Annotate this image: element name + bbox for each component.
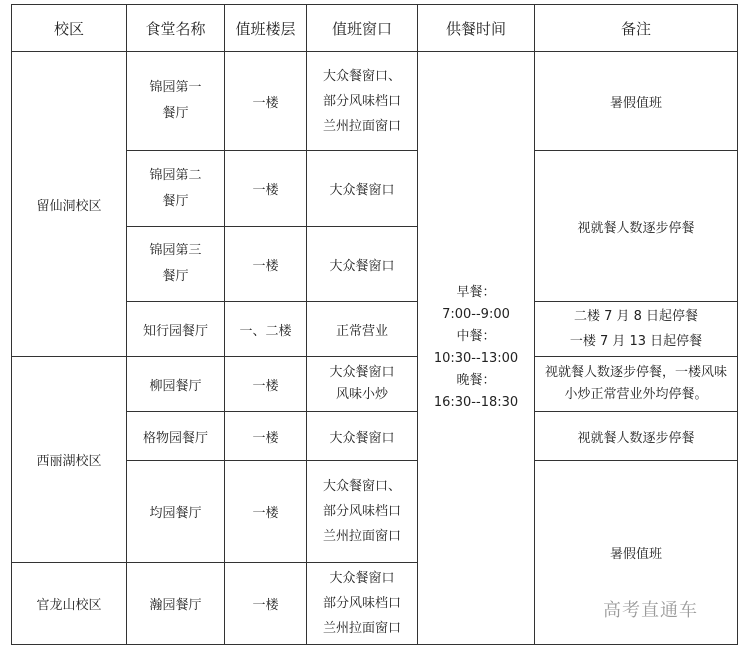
floor-cell: 一楼 — [225, 563, 307, 645]
remark-line: 二楼 7 月 8 日起停餐 — [573, 309, 699, 324]
dinner-label: 晚餐： — [456, 373, 496, 388]
window-cell: 大众餐窗口 — [307, 227, 418, 302]
canteen-name-cell: 格物园餐厅 — [127, 412, 225, 461]
canteen-name-cell: 柳园餐厅 — [127, 357, 225, 412]
window-line: 大众餐窗口 — [329, 571, 395, 586]
floor-cell: 一楼 — [225, 357, 307, 412]
dinner-time: 16:30--18:30 — [433, 395, 519, 410]
canteen-name-cell: 锦园第一餐厅 — [127, 52, 225, 151]
table-row — [12, 357, 738, 412]
remark-cell — [535, 302, 738, 357]
canteen-name-cell: 瀚园餐厅 — [127, 563, 225, 645]
campus-cell: 西丽湖校区 — [12, 357, 127, 563]
canteen-name-cell: 锦园第二餐厅 — [127, 151, 225, 227]
floor-cell: 一、二楼 — [225, 302, 307, 357]
floor-cell: 一楼 — [225, 227, 307, 302]
window-line: 部分风味档口 — [322, 596, 401, 611]
floor-cell: 一楼 — [225, 412, 307, 461]
canteen-name-cell: 均园餐厅 — [127, 461, 225, 563]
window-line: 部分风味档口 — [322, 504, 401, 519]
canteen-schedule-table — [11, 4, 738, 645]
header-duty-window: 值班窗口 — [307, 5, 418, 52]
window-cell: 大众餐窗口 — [307, 151, 418, 227]
window-cell — [307, 357, 418, 412]
window-line: 风味小炒 — [335, 387, 388, 402]
header-meal-time: 供餐时间 — [418, 5, 535, 52]
remark-cell: 视就餐人数逐步停餐，一楼风味小炒正常营业外均停餐。 — [535, 357, 738, 412]
floor-cell: 一楼 — [225, 151, 307, 227]
header-canteen-name: 食堂名称 — [127, 5, 225, 52]
floor-cell: 一楼 — [225, 461, 307, 563]
table-row — [12, 52, 738, 151]
window-line: 大众餐窗口、 — [322, 68, 401, 84]
header-remarks: 备注 — [535, 5, 738, 52]
canteen-name-cell: 知行园餐厅 — [127, 302, 225, 357]
remark-cell: 暑假值班 — [535, 461, 738, 645]
lunch-time: 10:30--13:00 — [433, 351, 519, 366]
remark-line: 一楼 7 月 13 日起停餐 — [569, 334, 703, 349]
window-cell: 大众餐窗口 — [307, 412, 418, 461]
remark-cell: 暑假值班 — [535, 52, 738, 151]
window-cell: 正常营业 — [307, 302, 418, 357]
header-campus: 校区 — [12, 5, 127, 52]
floor-cell: 一楼 — [225, 52, 307, 151]
canteen-name-cell: 锦园第三餐厅 — [127, 227, 225, 302]
header-row — [12, 5, 738, 52]
meal-time-cell — [418, 52, 535, 645]
window-cell — [307, 52, 418, 151]
lunch-label: 中餐： — [456, 329, 496, 344]
remark-cell: 视就餐人数逐步停餐 — [535, 151, 738, 302]
window-line: 兰州拉面窗口 — [322, 529, 401, 544]
breakfast-time: 7:00--9:00 — [442, 307, 510, 322]
window-line: 兰州拉面窗口 — [322, 621, 401, 636]
window-line: 大众餐窗口 — [329, 365, 395, 380]
window-line: 大众餐窗口、 — [322, 479, 401, 494]
header-duty-floor: 值班楼层 — [225, 5, 307, 52]
breakfast-label: 早餐： — [456, 285, 496, 300]
watermark: 高考直通车 — [603, 600, 698, 621]
window-line: 部分风味档口 — [322, 93, 401, 109]
window-cell — [307, 563, 418, 645]
campus-cell: 官龙山校区 — [12, 563, 127, 645]
window-cell — [307, 461, 418, 563]
window-line: 兰州拉面窗口 — [322, 118, 401, 134]
remark-cell: 视就餐人数逐步停餐 — [535, 412, 738, 461]
campus-cell: 留仙洞校区 — [12, 52, 127, 357]
